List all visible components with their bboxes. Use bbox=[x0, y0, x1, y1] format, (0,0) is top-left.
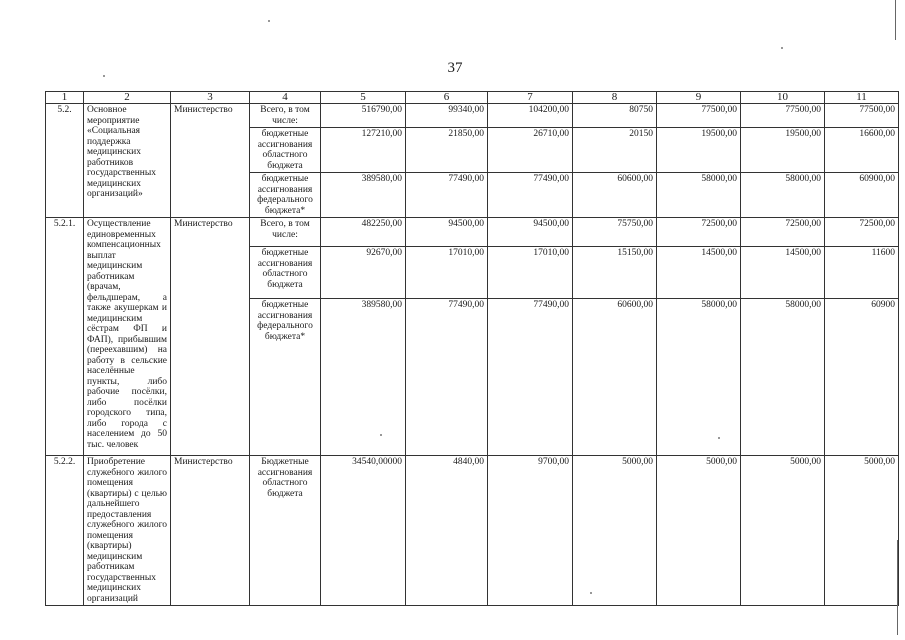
scan-edge-mark bbox=[897, 540, 898, 635]
scan-speck bbox=[268, 20, 270, 22]
column-header: 4 bbox=[250, 92, 321, 104]
table-cell: 14500,00 bbox=[741, 247, 825, 299]
scan-speck bbox=[380, 434, 382, 436]
column-header: 1 bbox=[46, 92, 84, 104]
scan-speck bbox=[718, 437, 720, 439]
measure-name: Осуществление единовременных компенсационных выплат медицинским работникам (врачам, фельдшерам, а также акушеркам и медицинским сёстрам ФП и ФАП), прибывшим (переехавшим) на работу в сельские населённые пункты, либо рабочие посёлки, либо посёлки городского типа, либо города с населением до 50 тыс. человек bbox=[84, 218, 171, 456]
table-cell: 9700,00 bbox=[488, 456, 573, 606]
table-cell: 104200,00 bbox=[488, 104, 573, 128]
funding-source: бюджетные ассигнования федерального бюджета* bbox=[250, 299, 321, 456]
table-cell: 77490,00 bbox=[488, 173, 573, 218]
table-cell: 60600,00 bbox=[573, 299, 657, 456]
table-cell: 77500,00 bbox=[825, 104, 899, 128]
table-cell: 75750,00 bbox=[573, 218, 657, 247]
column-header: 3 bbox=[171, 92, 250, 104]
table-cell: 5000,00 bbox=[573, 456, 657, 606]
table-cell: 58000,00 bbox=[657, 173, 741, 218]
executor: Министерство bbox=[171, 218, 250, 456]
table-cell: 4840,00 bbox=[406, 456, 488, 606]
funding-source: бюджетные ассигнования областного бюджета bbox=[250, 247, 321, 299]
table-cell: 94500,00 bbox=[406, 218, 488, 247]
table-cell: 80750 bbox=[573, 104, 657, 128]
table-cell: 19500,00 bbox=[657, 128, 741, 173]
column-header: 6 bbox=[406, 92, 488, 104]
table-cell: 21850,00 bbox=[406, 128, 488, 173]
table-cell: 58000,00 bbox=[741, 173, 825, 218]
section-number: 5.2.1. bbox=[46, 218, 84, 456]
page-number: 37 bbox=[447, 60, 463, 76]
table-cell: 60600,00 bbox=[573, 173, 657, 218]
table-cell: 72500,00 bbox=[741, 218, 825, 247]
column-header: 5 bbox=[321, 92, 406, 104]
table-cell: 77500,00 bbox=[657, 104, 741, 128]
table-cell: 72500,00 bbox=[657, 218, 741, 247]
table-cell: 17010,00 bbox=[488, 247, 573, 299]
table-cell: 60900 bbox=[825, 299, 899, 456]
table-row bbox=[46, 456, 899, 606]
funding-source: бюджетные ассигнования федерального бюджета* bbox=[250, 173, 321, 218]
table-cell: 72500,00 bbox=[825, 218, 899, 247]
table-cell: 58000,00 bbox=[657, 299, 741, 456]
measure-name: Основное мероприятие «Социальная поддержка медицинских работников государственных медицинских организаций» bbox=[84, 104, 171, 218]
table-cell: 11600 bbox=[825, 247, 899, 299]
table-cell: 20150 bbox=[573, 128, 657, 173]
table-cell: 77500,00 bbox=[741, 104, 825, 128]
scan-speck bbox=[103, 75, 105, 77]
table-row bbox=[46, 104, 899, 128]
table-cell: 482250,00 bbox=[321, 218, 406, 247]
column-header: 2 bbox=[84, 92, 171, 104]
scan-speck bbox=[590, 592, 592, 594]
column-header: 9 bbox=[657, 92, 741, 104]
column-header: 7 bbox=[488, 92, 573, 104]
table-cell: 17010,00 bbox=[406, 247, 488, 299]
table-cell: 5000,00 bbox=[825, 456, 899, 606]
table-cell: 15150,00 bbox=[573, 247, 657, 299]
measure-name: Приобретение служебного жилого помещения (квартиры) с целью дальнейшего предоставления служебного жилого помещения (квартиры) медицинским работникам государственных медицинских организаций bbox=[84, 456, 171, 606]
table-cell: 92670,00 bbox=[321, 247, 406, 299]
executor: Министерство bbox=[171, 104, 250, 218]
table-cell: 14500,00 bbox=[657, 247, 741, 299]
scan-edge-mark bbox=[895, 0, 896, 40]
section-number: 5.2. bbox=[46, 104, 84, 218]
table-cell: 58000,00 bbox=[741, 299, 825, 456]
funding-source: Всего, в том числе: bbox=[250, 218, 321, 247]
table-cell: 94500,00 bbox=[488, 218, 573, 247]
table-cell: 99340,00 bbox=[406, 104, 488, 128]
table-cell: 5000,00 bbox=[657, 456, 741, 606]
table-cell: 516790,00 bbox=[321, 104, 406, 128]
table-cell: 26710,00 bbox=[488, 128, 573, 173]
table-cell: 34540,00000 bbox=[321, 456, 406, 606]
table-cell: 5000,00 bbox=[741, 456, 825, 606]
table-cell: 16600,00 bbox=[825, 128, 899, 173]
table-cell: 60900,00 bbox=[825, 173, 899, 218]
table-row bbox=[46, 218, 899, 247]
funding-source: бюджетные ассигнования областного бюджета bbox=[250, 128, 321, 173]
funding-source: Бюджетные ассигнования областного бюджета bbox=[250, 456, 321, 606]
table-cell: 127210,00 bbox=[321, 128, 406, 173]
table-cell: 389580,00 bbox=[321, 173, 406, 218]
table-cell: 77490,00 bbox=[406, 299, 488, 456]
scan-speck bbox=[781, 47, 783, 49]
column-number-row bbox=[46, 92, 899, 104]
column-header: 11 bbox=[825, 92, 899, 104]
funding-source: Всего, в том числе: bbox=[250, 104, 321, 128]
column-header: 8 bbox=[573, 92, 657, 104]
table-cell: 19500,00 bbox=[741, 128, 825, 173]
budget-table bbox=[45, 91, 899, 606]
table-cell: 389580,00 bbox=[321, 299, 406, 456]
executor: Министерство bbox=[171, 456, 250, 606]
column-header: 10 bbox=[741, 92, 825, 104]
section-number: 5.2.2. bbox=[46, 456, 84, 606]
table-cell: 77490,00 bbox=[488, 299, 573, 456]
table-cell: 77490,00 bbox=[406, 173, 488, 218]
